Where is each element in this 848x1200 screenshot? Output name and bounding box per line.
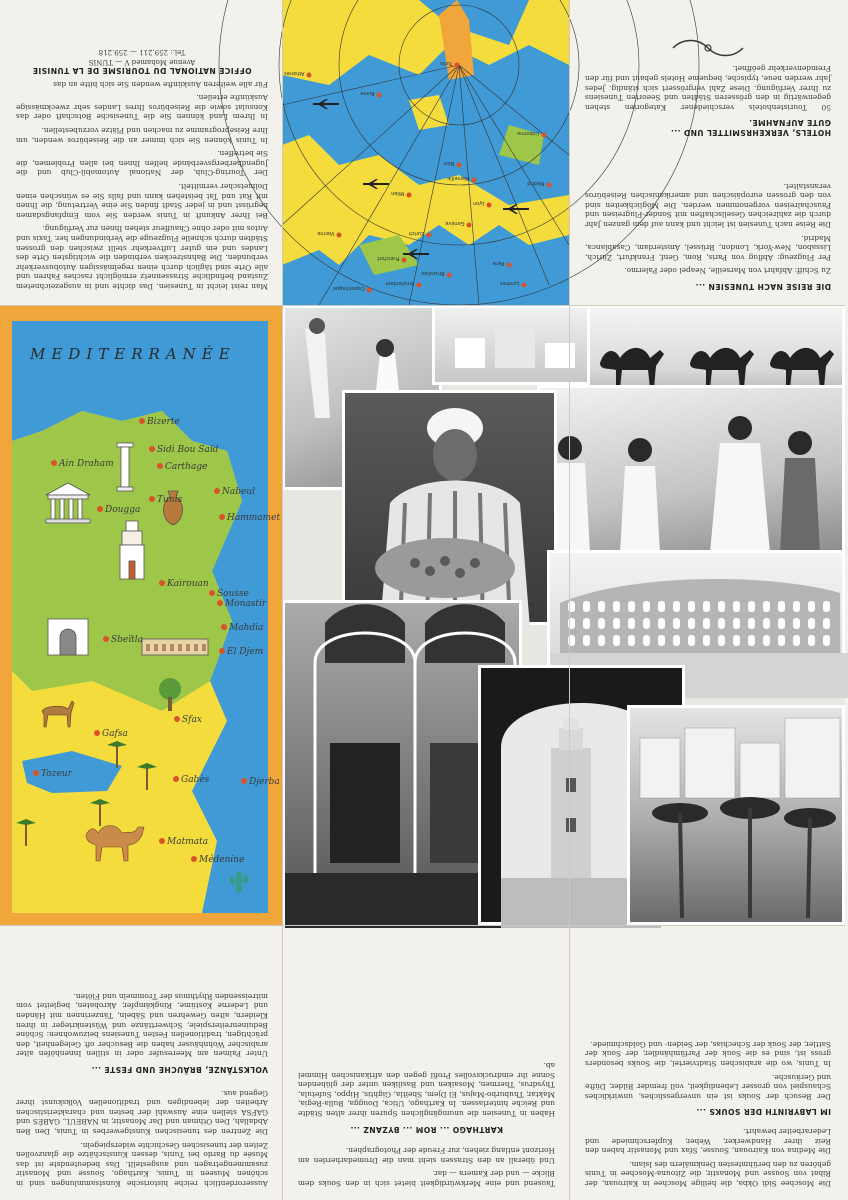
map-place-label: Kairouan bbox=[167, 579, 209, 589]
map-dot bbox=[377, 93, 382, 98]
ship-paragraph: Zu Schiff: Abfahrt von Marseille, Neapel oder Palermo. bbox=[624, 266, 831, 276]
map-dot bbox=[157, 463, 163, 469]
arch-window bbox=[793, 635, 800, 646]
travel-heading: DIE REISE NACH TUNESIEN ... bbox=[695, 282, 831, 291]
map-dot bbox=[159, 580, 165, 586]
arch-window bbox=[703, 601, 710, 612]
mosques-paragraph: Die Moschee Sidi Okba, die heilige Moschee in Kairouan, der Ribat von Sousse und Monastir, die Zitouna-Moschee in Tunis gehören zu den berühmtesten Denkmälern des Islam. bbox=[585, 1159, 831, 1188]
fold-line bbox=[569, 0, 570, 1200]
agencies-paragraph: In Tunis können Sie sich immer an die Reisebüros wenden, um Ihre Reiseprogramme zu machen und Plätze vorzubestellen. bbox=[16, 126, 268, 145]
arch-window bbox=[763, 618, 770, 629]
map-place-label: Zurich bbox=[408, 230, 425, 236]
map-place-label: Lyon bbox=[472, 200, 485, 206]
map-dot bbox=[173, 776, 179, 782]
photo-palm-avenue bbox=[627, 705, 845, 925]
arch-window bbox=[733, 635, 740, 646]
map-place-label: Sidi Bou Saïd bbox=[157, 445, 219, 455]
map-dot bbox=[191, 856, 197, 862]
map-dot bbox=[507, 263, 512, 268]
map-place-label: Médenine bbox=[199, 855, 245, 865]
arch-window bbox=[718, 635, 725, 646]
arch-window bbox=[763, 635, 770, 646]
arch-window bbox=[598, 601, 605, 612]
arch-window bbox=[628, 601, 635, 612]
map-dot bbox=[522, 283, 527, 288]
map-place-label: Rome bbox=[360, 90, 375, 96]
map-dot bbox=[472, 178, 477, 183]
arch-window bbox=[748, 618, 755, 629]
office-phone: Tel.: 259.211 — 259.218 bbox=[98, 47, 186, 56]
folklore-heading: VOLKSTÄNZE, BRÄUCHE UND FESTE ... bbox=[91, 1065, 268, 1075]
map-dot bbox=[447, 273, 452, 278]
map-place-label: Bruxelles bbox=[421, 270, 445, 276]
map-dot bbox=[51, 460, 57, 466]
amphitheater-icon bbox=[142, 639, 208, 655]
map-dot bbox=[219, 514, 225, 520]
arch-window bbox=[643, 618, 650, 629]
map-place-label: Genève bbox=[445, 220, 465, 226]
arch-window bbox=[718, 601, 725, 612]
arch-window bbox=[778, 618, 785, 629]
arch-window bbox=[673, 635, 680, 646]
map-dot bbox=[97, 506, 103, 512]
map-dot bbox=[217, 600, 223, 606]
map-dot bbox=[33, 770, 39, 776]
map-place-label: Sbeïtla bbox=[111, 635, 143, 645]
arch-window bbox=[808, 601, 815, 612]
arch-window bbox=[628, 618, 635, 629]
office-address: Avenue Mohamed V — TUNIS bbox=[88, 57, 196, 66]
top-left-text-panel bbox=[0, 0, 282, 305]
arch-window bbox=[673, 601, 680, 612]
embassy-paragraph: In Ihrem Land können Sie die Tunesische Botschaft oder das Konsulat sowie die Reisebüros Ihres Landes sehr zweckmässige Auskünfte erteilen. bbox=[16, 93, 268, 122]
map-dot bbox=[467, 223, 472, 228]
map-dot bbox=[149, 446, 155, 452]
photo-village bbox=[432, 305, 592, 385]
map-dot bbox=[547, 183, 552, 188]
map-dot bbox=[219, 648, 225, 654]
arrival-paragraph: Bei Ihrer Ankunft in Tunis werden Sie vom Empfangsdamen begrüsst und in jeder Stadt finden Sie eine Vertretung, die Ihnen mit Rat und Tat beistehen kann und falls Sie es wünschen einen Dolmetscher vermittelt. bbox=[16, 182, 268, 220]
map-dot bbox=[139, 418, 145, 424]
arch-window bbox=[808, 635, 815, 646]
bottom-right-text-panel bbox=[569, 925, 845, 1200]
tunisia-map-svg bbox=[12, 321, 281, 913]
arch-window bbox=[823, 618, 830, 629]
map-dot bbox=[307, 73, 312, 78]
folklore-paragraph: Unter Palmen am Meeresufer oder in stillen Innenhöfen alter arabischer Wohnhäuser haben die Besucher oft Gelegenheit, den prächtigen, traditionellen Festen Tunesiens beizuwohnen: Schöne Beduinenreiterspiele, Schwerttänze und Wüstenkrieger in ihren Kleidern, alten Gewehren und Säbeln, Tänzerinnen mit Händen und Lederne Kostüme, Ringkämpfer, Akrobaten, begleitet vom mitreissenden Rhythmus der Trommeln und Flöten. bbox=[16, 991, 268, 1059]
tunis-souks-paragraph: In Tunis, wo die arabischen Stadtviertel, die Souks besonders gross ist, sind es die Souk der Parfümhändler, der Souk der Sattler, der Souk der Schechias, der Seiden- und Goldschmiede. bbox=[585, 1039, 831, 1069]
map-place-label: Gabès bbox=[181, 775, 210, 785]
map-place-label: Mahdia bbox=[229, 623, 264, 633]
photo-date-seller bbox=[342, 390, 557, 625]
arch-window bbox=[793, 601, 800, 612]
map-place-label: Francfort bbox=[377, 255, 400, 261]
map-place-label: Ain Draham bbox=[59, 459, 114, 469]
arch-window bbox=[823, 601, 830, 612]
map-dot bbox=[427, 233, 432, 238]
map-place-label: Sfax bbox=[182, 715, 202, 725]
map-place-label: Tozeur bbox=[41, 769, 72, 779]
map-dot bbox=[417, 283, 422, 288]
arch-window bbox=[598, 635, 605, 646]
map-dot bbox=[209, 590, 215, 596]
map-place-label: Paris bbox=[492, 260, 505, 266]
fold-line bbox=[282, 0, 283, 1200]
map-place-label: Milan bbox=[391, 190, 405, 196]
photo-collage bbox=[282, 305, 845, 925]
bottom-left-text-panel bbox=[0, 925, 282, 1200]
crafts-paragraph: Die Zentren des tunesischen Kunstgewerbes in Tunis, Den Ben Abdallah, Den Othman und Dar Monastir, in NABEUL, GABÈS und GAFSA stellen eine Auswahl der besten und charakteristischen Arbeiten der lebendigen und traditionellen Volkskunst ihrer Gegend aus. bbox=[16, 1088, 268, 1137]
arch-window bbox=[583, 635, 590, 646]
medina-paragraph: Die Medina von Kairouan, Sousse, Sfax und Monastir haben den Reiz ihrer Handwerker, Weber, Kupferschmiede und Lederarbeiter bewahrt. bbox=[585, 1127, 831, 1156]
arch-window bbox=[658, 635, 665, 646]
arch-window bbox=[688, 618, 695, 629]
photo-musicians bbox=[537, 385, 845, 555]
intro-paragraph: Man reist leicht in Tunesien. Das dichte und in ausgezeichnetem Zustand befindliche Strassennetz ermöglicht rasches Fahren und alle Orte sind täglich durch einen regelmässigen Autobusverkehr verbunden. Die Bahnstrecken verbinden die wichtigsten Orte des Landes und ein guter Luftverkehr stellt zwischen den grossen Städten durch schnelle Flugzeuge die Verbindungen her. Taxis und Autos mit oder ohne Chauffeur stehen Ihnen zur Verfügung. bbox=[16, 224, 268, 291]
map-place-label: Gafsa bbox=[102, 729, 128, 739]
map-place-label: Madrid bbox=[527, 180, 545, 186]
clubs-paragraph: Der Touring-Club, der National Automobil-Club und die Jugendherbergsverbände helfen Ihnen bei allen Problemen, die Sie betreffen. bbox=[16, 149, 268, 178]
souks-camera-paragraph: Tausend und eine Merkwürdigkeit bietet sich in den Souks dem Blicke — und der Kamera — dar. bbox=[298, 1169, 555, 1188]
arch-window bbox=[748, 601, 755, 612]
map-place-label: Bizerte bbox=[147, 417, 180, 427]
map-dot bbox=[337, 233, 342, 238]
map-place-label: Dougga bbox=[105, 505, 141, 515]
map-place-label: Carthage bbox=[165, 462, 208, 472]
map-dot bbox=[174, 716, 180, 722]
hotels-subheading: GUTE AUFNAHME. bbox=[748, 118, 831, 128]
arch-window bbox=[733, 618, 740, 629]
map-dot bbox=[94, 730, 100, 736]
map-dot bbox=[455, 63, 460, 68]
map-place-label: El Djem bbox=[227, 647, 264, 657]
arch-window bbox=[688, 601, 695, 612]
arch-icon bbox=[48, 619, 88, 655]
arch-window bbox=[778, 635, 785, 646]
tunisia-map-panel bbox=[0, 305, 282, 925]
hotels-paragraph: 50 Touristenhotels verschiedener Kategorien stehen gegenwärtig in den grösseren Städten und Seeorten Tunesiens zu Ihrer Verfügung. Diese Zahl vergrössert sich ständig. Jedes Jahr werden neue, typische, bequeme Hotels gebaut und für den Fremdenverkehr geöffnet. bbox=[585, 64, 831, 112]
map-place-label: Sousse bbox=[217, 589, 249, 599]
arch-window bbox=[808, 618, 815, 629]
map-place-label: Monastir bbox=[225, 599, 267, 609]
dromedary-paragraph: Und überall an den Strassen sieht man die Dromedarherden am Horizont entlang ziehen, zur Freude der Photographen. bbox=[298, 1146, 555, 1165]
arch-window bbox=[703, 635, 710, 646]
arch-window bbox=[793, 618, 800, 629]
museums-paragraph: Ausserordentlich reiche historische Kunstsammlungen sind in schönen Museen in Tunis, Karthago, Sousse und Monastir zusammengetragen und ausgestellt. Das bedeutendste ist das Musée du Bardo bei Tunis, dessen Kunstschätze die glanzvollen Zeiten der tunesischen Geschichte widerspiegeln. bbox=[16, 1140, 268, 1188]
hotels-heading: HOTELS, VERKEHRSMITTEL UND ... bbox=[670, 128, 831, 138]
map-dot bbox=[542, 133, 547, 138]
map-place-label: Athènes bbox=[284, 70, 305, 76]
map-place-label: Nabeul bbox=[222, 487, 256, 497]
arch-window bbox=[658, 601, 665, 612]
arch-window bbox=[613, 601, 620, 612]
map-place-label: Tunis bbox=[157, 495, 183, 505]
arch-window bbox=[658, 618, 665, 629]
arch-window bbox=[703, 618, 710, 629]
arch-window bbox=[598, 618, 605, 629]
map-dot bbox=[241, 778, 247, 784]
arch-window bbox=[583, 601, 590, 612]
top-right-text-panel bbox=[569, 0, 845, 305]
arch-window bbox=[688, 635, 695, 646]
ornament-icon bbox=[668, 38, 748, 58]
arch-window bbox=[718, 618, 725, 629]
europe-map-svg bbox=[282, 0, 569, 305]
arch-window bbox=[643, 635, 650, 646]
map-dot bbox=[159, 838, 165, 844]
contact-paragraph: Für alle weiteren Auskünfte wenden Sie sich bitte an das bbox=[53, 79, 268, 89]
map-dot bbox=[407, 193, 412, 198]
map-dot bbox=[149, 496, 155, 502]
map-dot bbox=[487, 203, 492, 208]
map-place-label: Marseille bbox=[447, 175, 470, 181]
office-name: OFFICE NATIONAL DU TOURISME DE LA TUNISIE bbox=[32, 66, 252, 76]
arch-window bbox=[748, 635, 755, 646]
map-place-label: Londres bbox=[499, 280, 520, 286]
fold-line bbox=[0, 305, 845, 306]
souks-heading: IM LABYRINTH DER SOUKS ... bbox=[696, 1107, 831, 1117]
map-place-label: Tunis bbox=[439, 60, 453, 66]
ruins-paragraph: Haben in Tunesien die unumgänglichen Spuren ihrer alten Städte und Reiche hinterlassen. In Karthago, Utica, Dougga, Bulla-Regia, Maktar, Thuburbo-Majus, El Djem, Sbeïtla, Gightis, Hippo, Sufetula, Thysdrus, Thermen, Mosaiken und Basiliken unter der glühenden Sonne ihr eindrucksvolles Profil gegen den afrikanischen Himmel ab. bbox=[298, 1061, 555, 1119]
fold-line bbox=[0, 925, 845, 926]
arch-window bbox=[763, 601, 770, 612]
map-dot bbox=[214, 488, 220, 494]
map-place-label: Amsterdam bbox=[385, 280, 415, 286]
bottom-middle-text-panel bbox=[282, 925, 569, 1200]
arch-window bbox=[778, 601, 785, 612]
map-place-label: Matmata bbox=[167, 837, 209, 847]
sea-label: MEDITERRANÉE bbox=[30, 345, 236, 363]
arch-window bbox=[823, 635, 830, 646]
map-dot bbox=[402, 258, 407, 263]
travel-paragraph: Die Reise nach Tunesien ist leicht und kann auf dem ganzen Jahr durch die zahlreichen Gesellschaften mit Sonder-Flugreisen und Pauschalreisen vorgenommen werden. Die Möglichkeiten sind von den grossen europäischen und amerikanischen Reisebüros veranstaltet. bbox=[585, 181, 831, 230]
map-place-label: Lisbonne bbox=[517, 130, 540, 136]
map-place-label: Nice bbox=[443, 160, 455, 166]
arch-window bbox=[583, 618, 590, 629]
map-place-label: Djerba bbox=[249, 777, 280, 787]
plane-paragraph: Per Flugzeug: Abflug von Paris, Rom, Genf, Frankfurt, Zürich, Lissabon, New-York, London, Brüssel, Amsterdam, Casablanca, Madrid. bbox=[585, 233, 831, 262]
arch-window bbox=[643, 601, 650, 612]
history-heading: KARTHAGO ... ROM ... BYZANZ ... bbox=[350, 1124, 503, 1134]
europe-route-map bbox=[282, 0, 569, 305]
arch-window bbox=[613, 618, 620, 629]
arch-window bbox=[673, 618, 680, 629]
map-dot bbox=[367, 288, 372, 293]
map-dot bbox=[457, 163, 462, 168]
map-place-label: Hammamet bbox=[227, 513, 281, 523]
arch-window bbox=[628, 635, 635, 646]
map-dot bbox=[221, 624, 227, 630]
map-dot bbox=[103, 636, 109, 642]
arch-window bbox=[733, 601, 740, 612]
map-place-label: Vienne bbox=[317, 230, 335, 236]
souks-intro-paragraph: Der Besuch der Souks ist ein unvergessliches, unwirkliches Schauspiel von grosser Lebendigkeit, voll fremder Bilder, Düfte und Geräusche. bbox=[585, 1072, 831, 1101]
arch-window bbox=[613, 635, 620, 646]
map-place-label: Copenhague bbox=[332, 285, 365, 291]
